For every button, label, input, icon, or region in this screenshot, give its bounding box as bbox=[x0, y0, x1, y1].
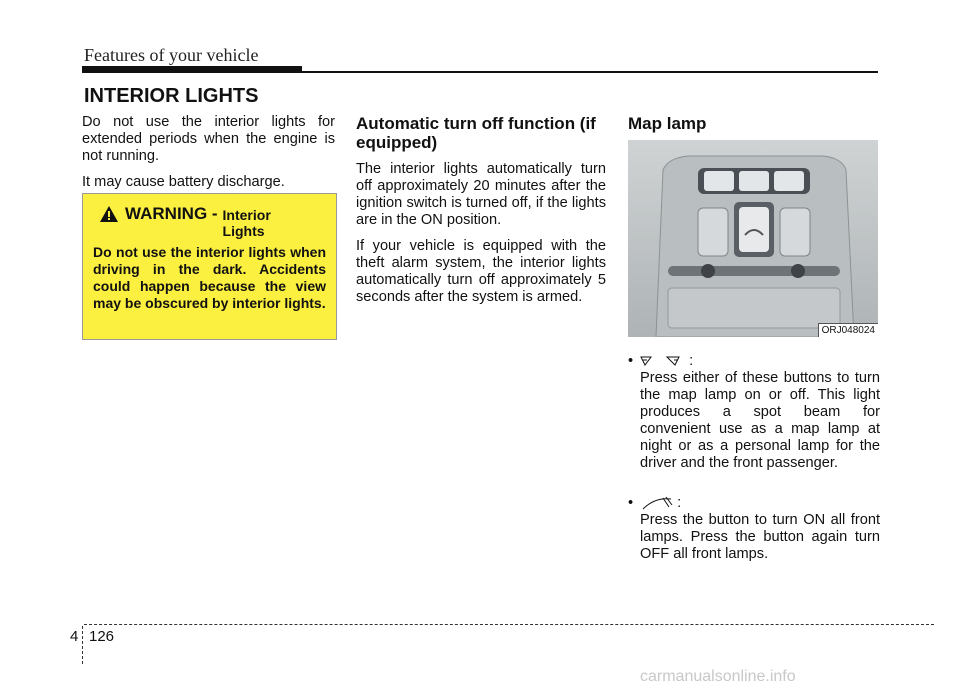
warning-subject: Interior Lights bbox=[222, 207, 271, 239]
header-title: Features of your vehicle bbox=[84, 45, 259, 65]
bullet-map-lamp bbox=[628, 352, 880, 370]
warning-icon bbox=[99, 205, 119, 223]
bullet-dot: • bbox=[628, 352, 638, 369]
bullet-colon: : bbox=[689, 352, 694, 369]
watermark: carmanualsonline.info bbox=[640, 668, 796, 685]
map-lamp-bullets bbox=[628, 352, 880, 563]
auto-off-column bbox=[356, 114, 606, 315]
map-lamp-right-icon bbox=[665, 354, 689, 368]
front-lamps-icon bbox=[641, 495, 677, 511]
bullet-dot: • bbox=[628, 494, 638, 511]
auto-off-paragraph-2: If your vehicle is equipped with the theft alarm system, the interior lights automatically turn off approximately 5 seconds after the system is armed. bbox=[356, 238, 606, 305]
header-rule bbox=[302, 71, 878, 73]
warning-label: WARNING - bbox=[125, 204, 218, 223]
footer-divider bbox=[82, 626, 83, 664]
bullet-colon: : bbox=[677, 494, 682, 511]
battery-note: It may cause battery discharge. bbox=[82, 174, 285, 190]
warning-box bbox=[82, 193, 337, 340]
map-lamp-column bbox=[628, 114, 880, 142]
footer-rule bbox=[84, 624, 934, 625]
front-lamps-description: Press the button to turn ON all front lamps. Press the button again turn OFF all front lamps. bbox=[640, 512, 880, 562]
auto-off-paragraph-1: The interior lights automatically turn off approximately 20 minutes after the ignition switch is turned off, if the lights are in the ON position. bbox=[356, 161, 606, 228]
warning-body: Do not use the interior lights when driving in the dark. Accidents could happen because the view may be obscured by interior lights. bbox=[93, 244, 326, 311]
section-title: INTERIOR LIGHTS bbox=[84, 85, 259, 107]
warning-header bbox=[99, 204, 326, 239]
bullet-front-lamps bbox=[628, 494, 880, 512]
map-lamp-description: Press either of these buttons to turn the map lamp on or off. This light produces a spot beam for convenient use as a map lamp at night or as a personal lamp for the driver and the front passenger. bbox=[640, 370, 880, 471]
header-bar bbox=[82, 66, 302, 73]
map-lamp-title: Map lamp bbox=[628, 114, 707, 133]
page-number: 126 bbox=[89, 628, 115, 645]
photo-caption: ORJ048024 bbox=[818, 323, 878, 337]
intro-column bbox=[82, 114, 335, 200]
auto-off-title: Automatic turn off function (if equipped) bbox=[356, 114, 596, 152]
map-lamp-photo bbox=[628, 140, 878, 337]
chapter-number: 4 bbox=[70, 628, 79, 645]
intro-paragraph: Do not use the interior lights for extended periods when the engine is not running. bbox=[82, 114, 335, 164]
